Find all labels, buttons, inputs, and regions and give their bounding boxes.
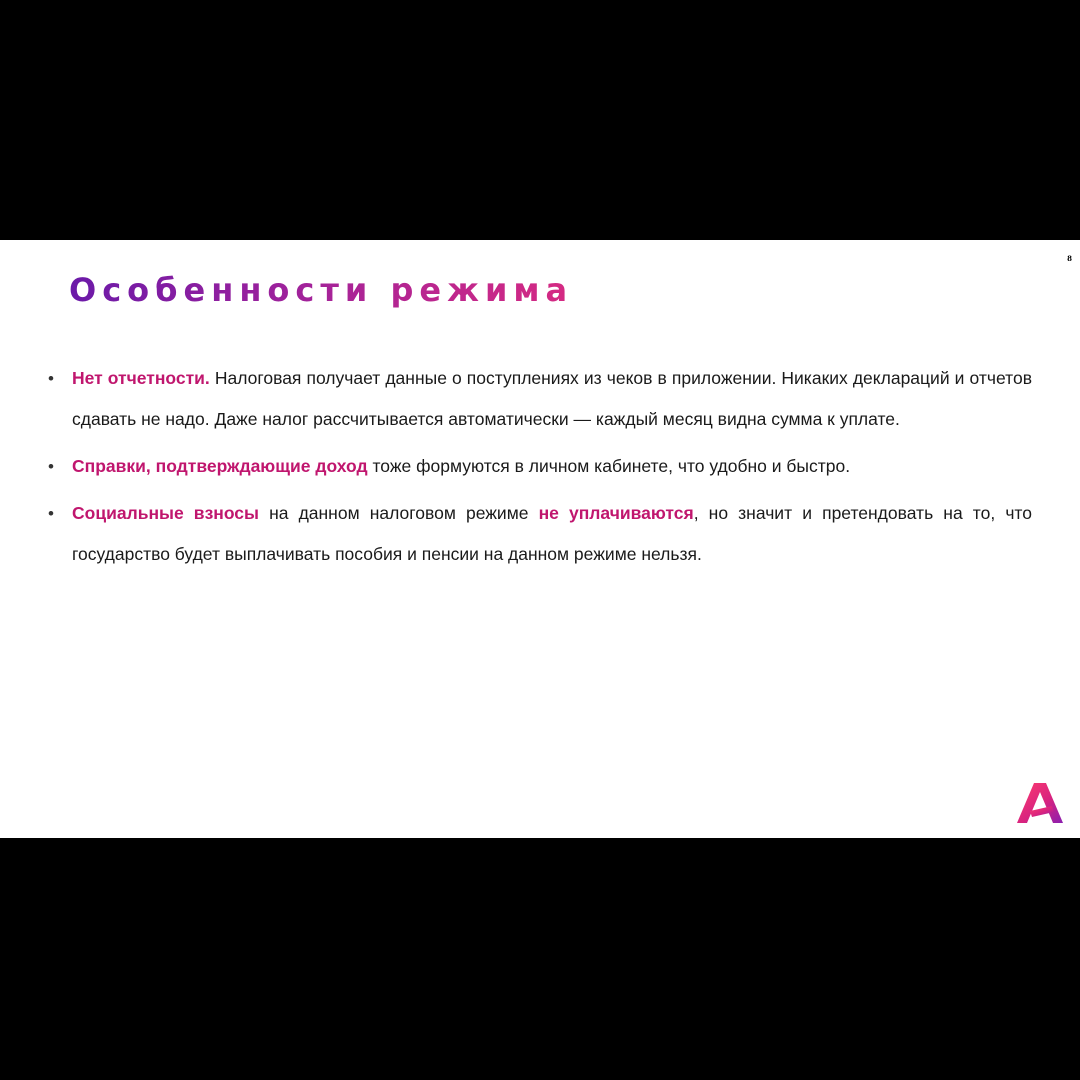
presentation-slide — [0, 240, 1080, 838]
bullet-item — [44, 446, 1032, 487]
bullet-highlight: не уплачиваются — [538, 503, 694, 523]
bullet-list — [44, 358, 1032, 581]
bullet-item — [44, 493, 1032, 575]
bullet-dot-icon: • — [48, 457, 54, 476]
bullet-text: , но значит и претендовать на то, что государство будет выплачивать пособия и пенсии на данном режиме нельзя. — [72, 503, 1032, 564]
bullet-dot-icon: • — [48, 369, 54, 388]
page-number: 8 — [1067, 254, 1072, 263]
bullet-dot-icon: • — [48, 504, 54, 523]
bullet-highlight: Справки, подтверждающие доход — [72, 456, 368, 476]
bullet-highlight: Социальные взносы — [72, 503, 259, 523]
bullet-text: Налоговая получает данные о поступлениях из чеков в приложении. Никаких деклараций и отчетов сдавать не надо. Даже налог рассчитывается автоматически — каждый месяц видна сумма к уплате. — [72, 368, 1032, 429]
bullet-text: тоже формуются в личном кабинете, что удобно и быстро. — [367, 456, 851, 476]
brand-a-logo-icon — [1016, 781, 1064, 825]
bullet-text: на данном налоговом режиме — [258, 503, 539, 523]
bullet-highlight: Нет отчетности. — [72, 368, 210, 388]
slide-title: Особенности режима — [69, 271, 574, 309]
bullet-item — [44, 358, 1032, 440]
